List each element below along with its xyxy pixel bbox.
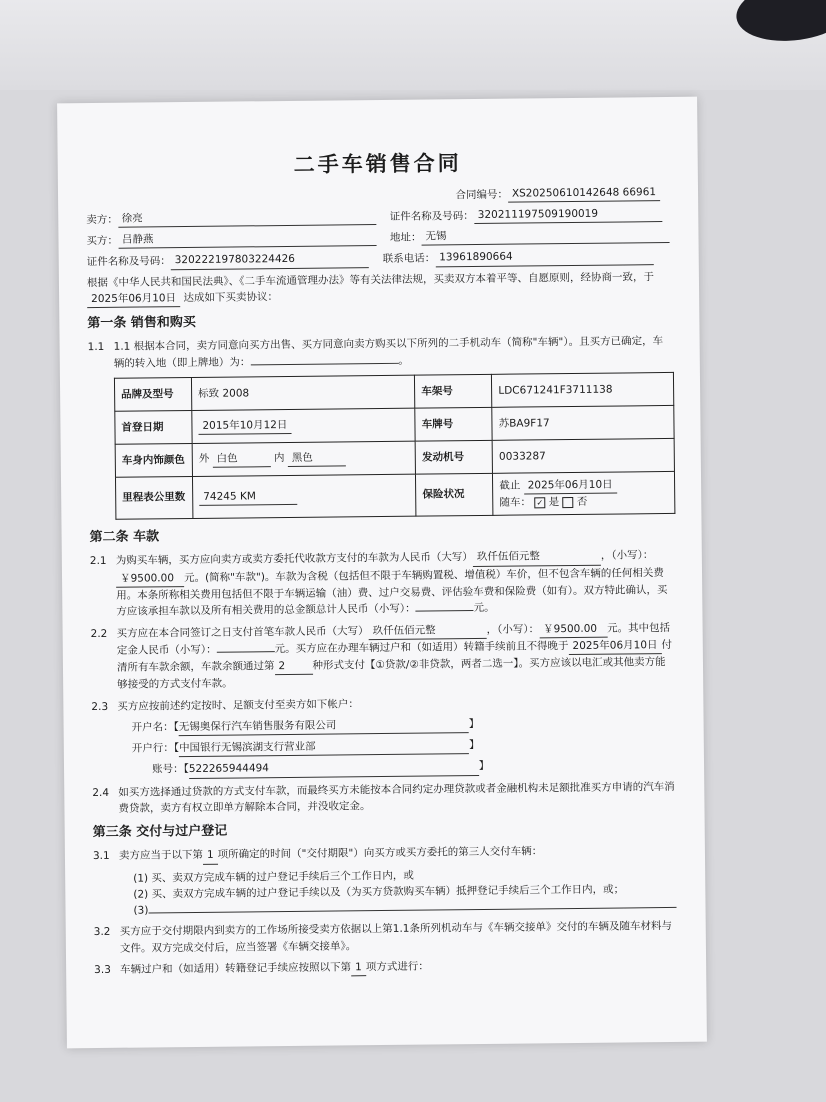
plate-value: 苏BA9F17: [492, 405, 674, 440]
no-checkbox[interactable]: [562, 497, 573, 508]
no-label: 否: [576, 495, 588, 509]
clause-text: 买方应按前述约定按时、足额支付至卖方如下帐户：: [117, 697, 359, 713]
clause-number: 3.1: [92, 850, 110, 863]
preamble-text: 根据《中华人民共和国民法典》、《二手车流通管理办法》等有关法律法规，买卖双方本着平等、自愿原则，经协商一致，于: [86, 270, 654, 289]
seller-cert: 320211197509190019: [474, 205, 662, 224]
delivery-option: 1: [203, 847, 218, 864]
buyer-phone: 13961890664: [435, 247, 653, 267]
table-row: [115, 471, 674, 519]
contract-paper: [57, 97, 707, 1049]
section-2-title: 第二条 车款: [89, 529, 160, 546]
account-no-row: [152, 756, 676, 779]
clause-text: 元。其中包括定金人民币（小写）：: [116, 621, 671, 657]
clause-number: 2.1: [89, 555, 107, 568]
clause-text: 项方式进行：: [365, 960, 429, 974]
vehicle-table: [114, 372, 675, 520]
bank-row: [132, 735, 676, 758]
clause-2-4: [92, 779, 676, 818]
bracket-close: 】: [469, 739, 480, 752]
clause-text: 卖方应当于以下第: [118, 849, 204, 863]
preamble-text-end: 达成如下买卖协议：: [183, 290, 278, 304]
mileage-value: 74245 KM: [199, 488, 297, 506]
insurance-label: 保险状况: [416, 473, 493, 516]
account-no-label: 账号：【: [151, 763, 189, 776]
clause-text: ，（小写）：: [486, 622, 540, 636]
blank-line: [416, 610, 474, 612]
phone-label: 联系电话：: [382, 252, 436, 266]
account-name: 无锡奥保行汽车销售服务有限公司: [179, 716, 469, 736]
reg-label: 首登日期: [115, 410, 192, 444]
yes-label: 是: [548, 496, 560, 509]
engine-label: 发动机号: [415, 440, 492, 474]
option-3-label: (3): [133, 904, 149, 917]
first-payment-lower: ￥9500.00: [539, 620, 607, 638]
contract-no: XS20250610142648 66961: [508, 184, 660, 203]
ins-until-label: 截止: [499, 479, 521, 492]
clause-2-3: [91, 693, 675, 715]
color-in: 黑色: [288, 450, 346, 468]
address-label: 地址：: [389, 231, 422, 244]
vin-label: 车架号: [415, 374, 492, 408]
vin-value: LDC671241F3711138: [492, 372, 674, 407]
transfer-option: 1: [351, 959, 366, 976]
clause-number: 3.3: [94, 963, 111, 976]
buyer-row: [86, 226, 670, 249]
account-name-label: 开户名：【: [131, 721, 179, 734]
seller-name: 徐亮: [118, 208, 376, 228]
clause-3-3: [94, 956, 678, 979]
option-1: (1) 买、卖双方完成车辆的过户登记手续后三个工作日内，或: [133, 869, 414, 885]
contract-no-label: 合同编号：: [455, 188, 508, 201]
seller-cert-label: 证件名称及号码：: [389, 209, 474, 223]
clause-2-2: [91, 619, 676, 693]
clause-3-1: [93, 842, 677, 865]
section-3-title: 第三条 交付与过户登记: [92, 823, 228, 841]
seller-label: 卖方：: [86, 213, 118, 226]
buyer-cert-label: 证件名称及号码：: [86, 255, 171, 269]
clause-1-1: 1.1 1.1 根据本合同，卖方同意向买方出售、买方同意向卖方购买以下所列的二手机动车（简称"车辆"）。且买方已确定，车辆的转入地（即上牌地）为： 。: [88, 333, 672, 372]
color-in-label: 内: [273, 452, 285, 465]
clause-number: 2.3: [91, 700, 109, 713]
clause-number: 2.4: [92, 786, 110, 799]
clause-text: 如买方选择通过贷款的方式支付车款，而最终买方未能按本合同约定办理贷款或者金融机构未足额批准买方申请的汽车消费贷款，卖方有权立即单方解除本合同，并没收定金。: [118, 780, 675, 815]
buyer-cert: 320222197803224426: [171, 250, 369, 269]
reg-value: 2015年10月12日: [198, 417, 291, 435]
bracket-close: 】: [468, 717, 480, 730]
account-no: 522265944494: [189, 758, 479, 778]
blank-line: [148, 907, 676, 914]
blank-line: [250, 362, 398, 365]
bank-name: 中国银行无锡滨湖支行营业部: [179, 737, 469, 757]
blank-line: [217, 651, 275, 653]
clause-text: 元。买方应在办理车辆过户和（如适用）转籍手续前且不得晚于: [274, 639, 569, 655]
balance-deadline: 2025年06月10日: [568, 637, 661, 655]
clause-text: 种形式支付【①贷款/②非贷款，两者二选一】。买方应该以电汇或其他卖方能够接受的方式支付车款。: [117, 656, 666, 692]
clause-2-1: [90, 547, 675, 620]
clause-number: 2.2: [90, 627, 108, 640]
preamble-date: 2025年06月10日: [87, 290, 180, 308]
mileage-label: 里程表公里数: [115, 476, 192, 519]
bracket-close: 】: [478, 760, 490, 773]
amount-lower: ￥9500.00: [116, 570, 184, 588]
clause-number: 1.1: [87, 341, 105, 354]
clause-text: 车辆过户和（如适用）转籍登记手续应按照以下第: [120, 961, 352, 976]
clause-text: 元。: [473, 602, 495, 615]
clause-text: 元。(简称"车款")。车款为含税（包括但不限于车辆购置税、增值税）车价，但不包含车辆的任何相关费用。本条所称相关费用包括但不限于车辆运输（油）费、过户交易费、评估验车费和保险费（如有）。双方特此确认，买方应该承担车款以及所有相关费用的总金额总计人民币（小写）：: [116, 566, 668, 619]
first-payment-upper: 玖仟伍佰元整: [369, 621, 487, 640]
contract-no-row: [86, 184, 660, 207]
clause-text: 1.1 根据本合同，卖方同意向买方出售、买方同意向卖方购买以下所列的二手机动车（简称"车辆"）。且买方已确定，车辆的转入地（即上牌地）为：: [113, 335, 664, 370]
buyer-label: 买方：: [86, 234, 119, 248]
brand-label: 品牌及型号: [114, 377, 191, 411]
engine-value: 0033287: [492, 438, 674, 473]
color-label: 车身内饰颜色: [115, 443, 192, 477]
seller-row: [86, 205, 670, 228]
option-2: (2) 买、卖双方完成车辆的过户登记手续以及（为买方贷款购买车辆）抵押登记手续后三个工作日内，或；: [133, 883, 625, 901]
page-title: 二手车销售合同: [293, 151, 462, 177]
clause-text: ，（小写）：: [600, 549, 654, 563]
color-out-label: 外: [198, 452, 210, 466]
yes-checkbox[interactable]: ✓: [534, 497, 545, 508]
clause-text: 付清所有车款余额，车款余额通过第: [116, 638, 673, 674]
plate-label: 车牌号: [415, 407, 492, 441]
color-out: 白色: [213, 450, 271, 468]
buyer-name: 吕静燕: [118, 229, 376, 249]
clause-3-2: [94, 918, 678, 957]
amount-upper: 玖仟伍佰元整: [473, 548, 601, 567]
clause-number: 3.2: [93, 926, 111, 939]
buyer-cert-row: [87, 247, 671, 270]
clause-text: 项所确定的时间（"交付期限"）向买方或买方委托的第三人交付车辆：: [217, 845, 543, 862]
brand-value: 标致 2008: [191, 375, 415, 410]
preamble: [87, 269, 671, 309]
bank-label: 开户行：【: [131, 742, 180, 755]
clause-text: 为购买车辆，买方应向卖方或卖方委托代收款方支付的车款为人民币（大写）: [115, 551, 473, 568]
payment-way: 2: [274, 658, 312, 676]
section-1-title: 第一条 销售和购买: [87, 315, 196, 332]
ins-follow-label: 随车：: [499, 496, 532, 509]
ins-until: 2025年06月10日: [524, 476, 617, 494]
desk-background: [0, 0, 826, 90]
buyer-address: 无锡: [421, 226, 669, 246]
account-name-row: [132, 714, 676, 737]
clause-text: 买方应于交付期限内到卖方的工作场所接受卖方依据以上第1.1条所列机动车与《车辆交接单》交付的车辆及随车材料与文件。双方完成交付后，应当签署《车辆交接单》。: [119, 920, 672, 955]
clause-text: 买方应在本合同签订之日支付首笔车款人民币（大写）: [116, 624, 369, 640]
